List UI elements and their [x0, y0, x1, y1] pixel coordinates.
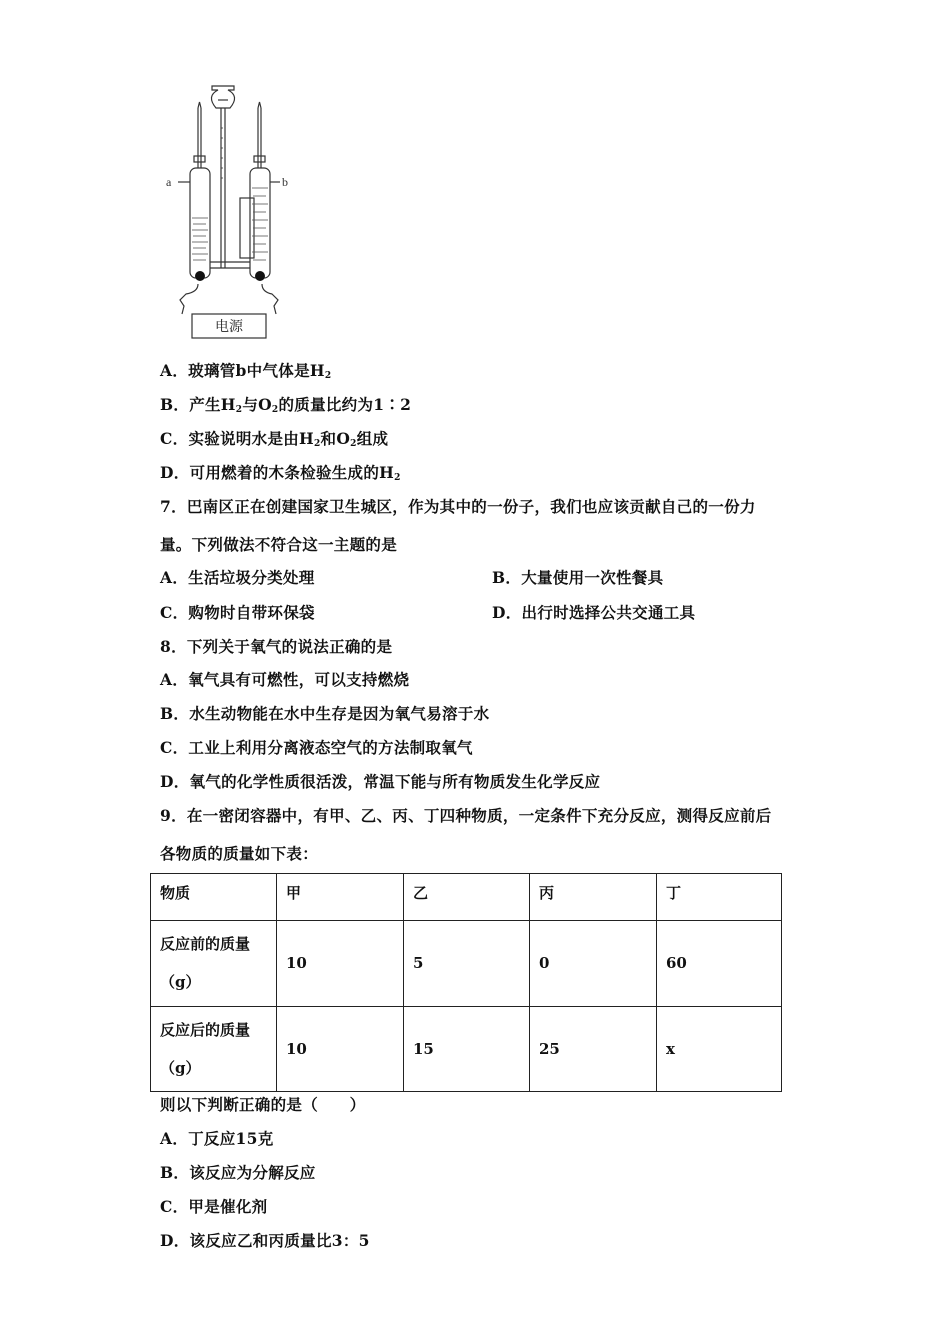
- subscript: 2: [324, 371, 332, 381]
- q7-stem-line2: 量。下列做法不符合这一主题的是: [160, 535, 398, 554]
- header-cell: 丁: [657, 874, 782, 921]
- row-label-cell: [151, 1006, 277, 1092]
- table-cell: 5: [404, 921, 530, 1007]
- table-cell: 10: [277, 1006, 404, 1092]
- mass-table: [150, 873, 782, 1092]
- label-b: b: [282, 175, 288, 189]
- q7-stem-line1: 7．巴南区正在创建国家卫生城区，作为其中的一份子，我们也应该贡献自己的一份力: [160, 497, 756, 516]
- electrolysis-apparatus-figure: [160, 78, 290, 346]
- table-cell: 0: [530, 921, 657, 1007]
- option-letter: A．: [160, 361, 189, 380]
- q8-stem: 8．下列关于氧气的说法正确的是: [160, 637, 393, 656]
- table-cell: x: [657, 1006, 782, 1092]
- option-text: 玻璃管b中气体是H: [188, 361, 325, 380]
- option-letter: D．: [160, 463, 190, 482]
- q9-option-b: B．该反应为分解反应: [160, 1163, 316, 1182]
- q8-option-d: D．氧气的化学性质很活泼，常温下能与所有物质发生化学反应: [160, 772, 601, 791]
- table-cell: 60: [657, 921, 782, 1007]
- q9-option-d: D．该反应乙和丙质量比3：5: [160, 1231, 370, 1250]
- option-text: 的质量比约为1∶2: [278, 395, 412, 414]
- right-electrode: [255, 271, 265, 281]
- q9-stem-line1: 9．在一密闭容器中，有甲、乙、丙、丁四种物质，一定条件下充分反应，测得反应前后: [160, 806, 772, 825]
- q8-option-c: C．工业上利用分离液态空气的方法制取氧气: [160, 738, 473, 757]
- option-text: 产生H: [189, 395, 236, 414]
- row-label: 反应前的质量: [160, 935, 251, 954]
- header-cell: 乙: [404, 874, 530, 921]
- q6-option-d: [160, 463, 401, 488]
- row-label-cell: [151, 921, 277, 1007]
- header-cell: 丙: [530, 874, 657, 921]
- left-electrode: [195, 271, 205, 281]
- subscript: 2: [313, 439, 321, 449]
- table-row: [151, 1006, 782, 1092]
- option-letter: B．: [160, 395, 190, 414]
- q9-option-c: C．甲是催化剂: [160, 1197, 268, 1216]
- table-row: [151, 921, 782, 1007]
- option-text: 组成: [356, 429, 389, 448]
- subscript: 2: [271, 405, 279, 415]
- subscript: 2: [394, 473, 401, 483]
- option-text: 与O: [242, 395, 272, 414]
- q7-option-a: A．生活垃圾分类处理: [160, 568, 315, 587]
- row-label: 反应后的质量: [160, 1020, 251, 1039]
- option-letter: C．: [160, 429, 189, 448]
- subscript: 2: [350, 439, 357, 449]
- q7-option-c: C．购物时自带环保袋: [160, 603, 315, 622]
- subscript: 2: [235, 405, 243, 415]
- table-header-row: [151, 874, 782, 921]
- label-a: a: [166, 175, 172, 189]
- power-supply-label: 电源: [215, 319, 243, 335]
- header-cell: 物质: [151, 874, 277, 921]
- option-text: 和O: [320, 429, 351, 448]
- q9-option-a: A．丁反应15克: [160, 1129, 274, 1148]
- q8-option-b: B．水生动物能在水中生存是因为氧气易溶于水: [160, 704, 490, 723]
- option-text: 可用燃着的木条检验生成的H: [189, 463, 395, 482]
- q7-option-d: D．出行时选择公共交通工具: [492, 603, 696, 622]
- q6-option-b: [160, 395, 411, 420]
- option-text: 实验说明水是由H: [188, 429, 314, 448]
- table-cell: 15: [404, 1006, 530, 1092]
- q7-option-b: B．大量使用一次性餐具: [492, 568, 664, 587]
- header-cell: 甲: [277, 874, 404, 921]
- row-unit: （g）: [160, 973, 201, 992]
- table-cell: 10: [277, 921, 404, 1007]
- row-unit: （g）: [160, 1058, 201, 1077]
- q8-option-a: A．氧气具有可燃性，可以支持燃烧: [160, 670, 410, 689]
- q6-option-a: [160, 361, 331, 386]
- q9-stem-line2: 各物质的质量如下表：: [160, 844, 319, 863]
- q9-prompt: 则以下判断正确的是（ ）: [160, 1095, 366, 1114]
- table-cell: 25: [530, 1006, 657, 1092]
- q6-option-c: [160, 429, 388, 454]
